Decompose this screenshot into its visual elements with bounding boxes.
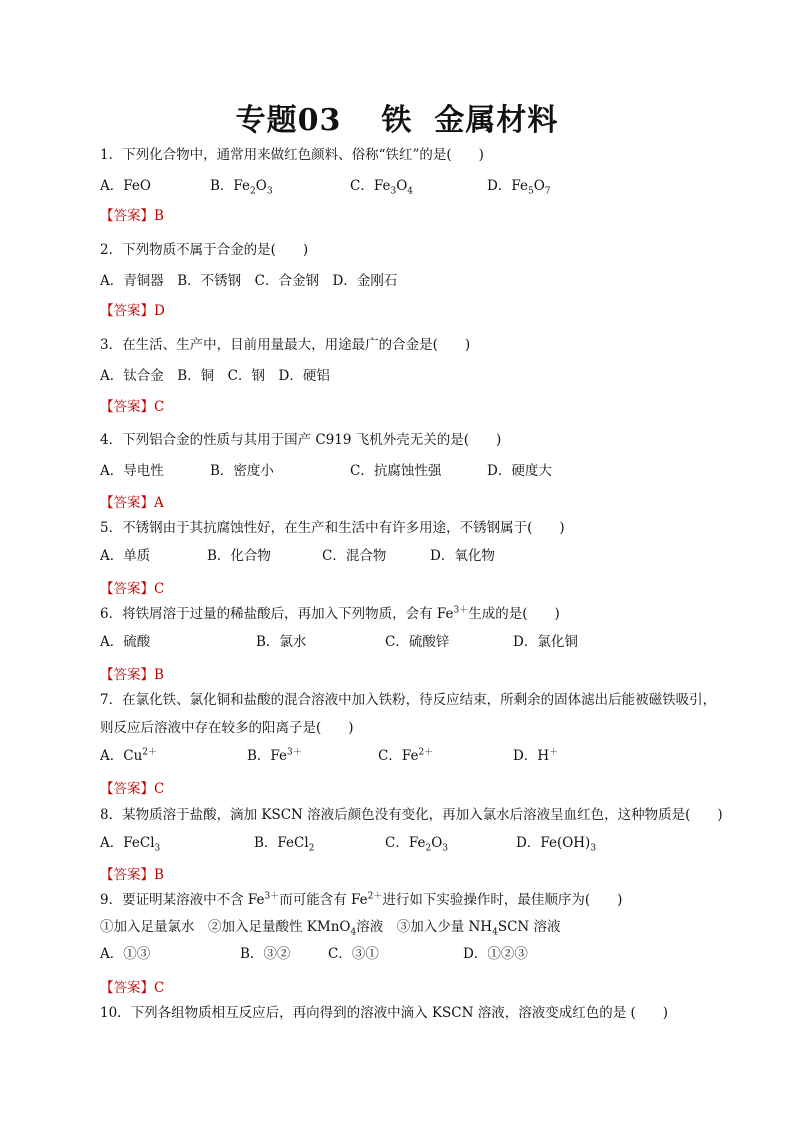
question-7-line-2: 则反应后溶液中存在较多的阳离子是( ) <box>100 720 354 736</box>
q9-option-b: B．③② <box>240 946 291 962</box>
q4-answer: 【答案】A <box>100 495 164 511</box>
question-3: 3．在生活、生产中，目前用量最大，用途最广的合金是( ) <box>100 337 471 353</box>
q6-option-c: C．硫酸锌 <box>385 634 450 650</box>
question-1: 1．下列化合物中，通常用来做红色颜料、俗称“铁红”的是( ) <box>100 147 484 163</box>
q6-answer: 【答案】B <box>100 667 164 683</box>
q9-steps: ①加入足量氯水 ②加入足量酸性 KMnO$_4$溶液 ③加入少量 $NH_4SCN$ 溶液 <box>100 919 561 938</box>
question-2: 2．下列物质不属于合金的是( ) <box>100 242 309 258</box>
question-10: 10．下列各组物质相互反应后，再向得到的溶液中滴入 KSCN 溶液，溶液变成红色的是 ( ) <box>100 1005 669 1021</box>
q7-answer: 【答案】C <box>100 781 165 797</box>
q8-option-c: C．$Fe_2O_3$ <box>385 835 448 854</box>
q5-answer: 【答案】C <box>100 581 165 597</box>
q5-option-a: A．单质 <box>100 548 151 564</box>
q1-answer: 【答案】B <box>100 208 164 224</box>
title-topic: 专题03 <box>235 103 342 138</box>
page-title <box>0 95 794 139</box>
question-5: 5．不锈钢由于其抗腐蚀性好，在生产和生活中有许多用途，不锈钢属于( ) <box>100 520 565 536</box>
question-4: 4．下列铝合金的性质与其用于国产 C919 飞机外壳无关的是( ) <box>100 432 502 448</box>
q4-option-d: D．硬度大 <box>487 463 552 479</box>
q4-option-b: B．密度小 <box>210 463 274 479</box>
title-metal-materials: 金属材料 <box>434 103 559 138</box>
q7-option-a: A．$Cu^{2+}$ <box>100 747 158 764</box>
q1-option-d: D．$Fe_5O_7$ <box>487 178 551 197</box>
question-9: 9．要证明某溶液中不含 $Fe^{3+}$而可能含有 $Fe^{2+}$进行如下实验操作时，最佳顺序为( ) <box>100 891 623 908</box>
q8-answer: 【答案】B <box>100 867 164 883</box>
q5-option-c: C．混合物 <box>322 548 387 564</box>
q6-option-b: B．氯水 <box>256 634 307 650</box>
question-7-line-1: 7．在氯化铁、氯化铜和盐酸的混合溶液中加入铁粉，待反应结束，所剩余的固体滤出后能被磁铁吸引， <box>100 692 717 708</box>
q9-option-c: C．③① <box>328 946 379 962</box>
q2-answer: 【答案】D <box>100 303 165 319</box>
q1-option-a: A．FeO <box>100 178 151 194</box>
q5-option-d: D．氧化物 <box>430 548 495 564</box>
q9-option-a: A．①③ <box>100 946 151 962</box>
q8-option-a: A．FeCl$_3$ <box>100 835 161 854</box>
q9-option-d: D．①②③ <box>463 946 528 962</box>
q3-answer: 【答案】C <box>100 399 165 415</box>
q5-option-b: B．化合物 <box>207 548 271 564</box>
q3-options: A．钛合金 B．铜 C．钢 D．硬铝 <box>100 368 330 384</box>
q9-answer: 【答案】C <box>100 980 165 996</box>
q4-option-a: A．导电性 <box>100 463 164 479</box>
question-6: 6．将铁屑溶于过量的稀盐酸后，再加入下列物质，会有 $Fe^{3+}$生成的是( ) <box>100 605 560 622</box>
q6-option-d: D．氯化铜 <box>513 634 578 650</box>
q2-options: A．青铜器 B．不锈钢 C．合金钢 D．金刚石 <box>100 273 398 289</box>
q1-option-b: B．$Fe_2O_3$ <box>210 178 273 197</box>
q7-option-d: D．H＋ <box>513 747 559 764</box>
q4-option-c: C．抗腐蚀性强 <box>350 463 442 479</box>
q6-option-a: A．硫酸 <box>100 634 151 650</box>
title-iron: 铁 <box>381 103 413 138</box>
q8-option-b: B．FeCl$_2$ <box>254 835 315 854</box>
q8-option-d: D．$Fe(OH)_3$ <box>516 835 597 854</box>
question-8: 8．某物质溶于盐酸，滴加 KSCN 溶液后颜色没有变化，再加入氯水后溶液呈血红色，这种物质是( ) <box>100 807 723 823</box>
q7-option-c: C．$Fe^{2+}$ <box>378 747 434 764</box>
q7-option-b: B．$Fe^{3+}$ <box>247 747 302 764</box>
q1-option-c: C．$Fe_3O_4$ <box>350 178 413 197</box>
